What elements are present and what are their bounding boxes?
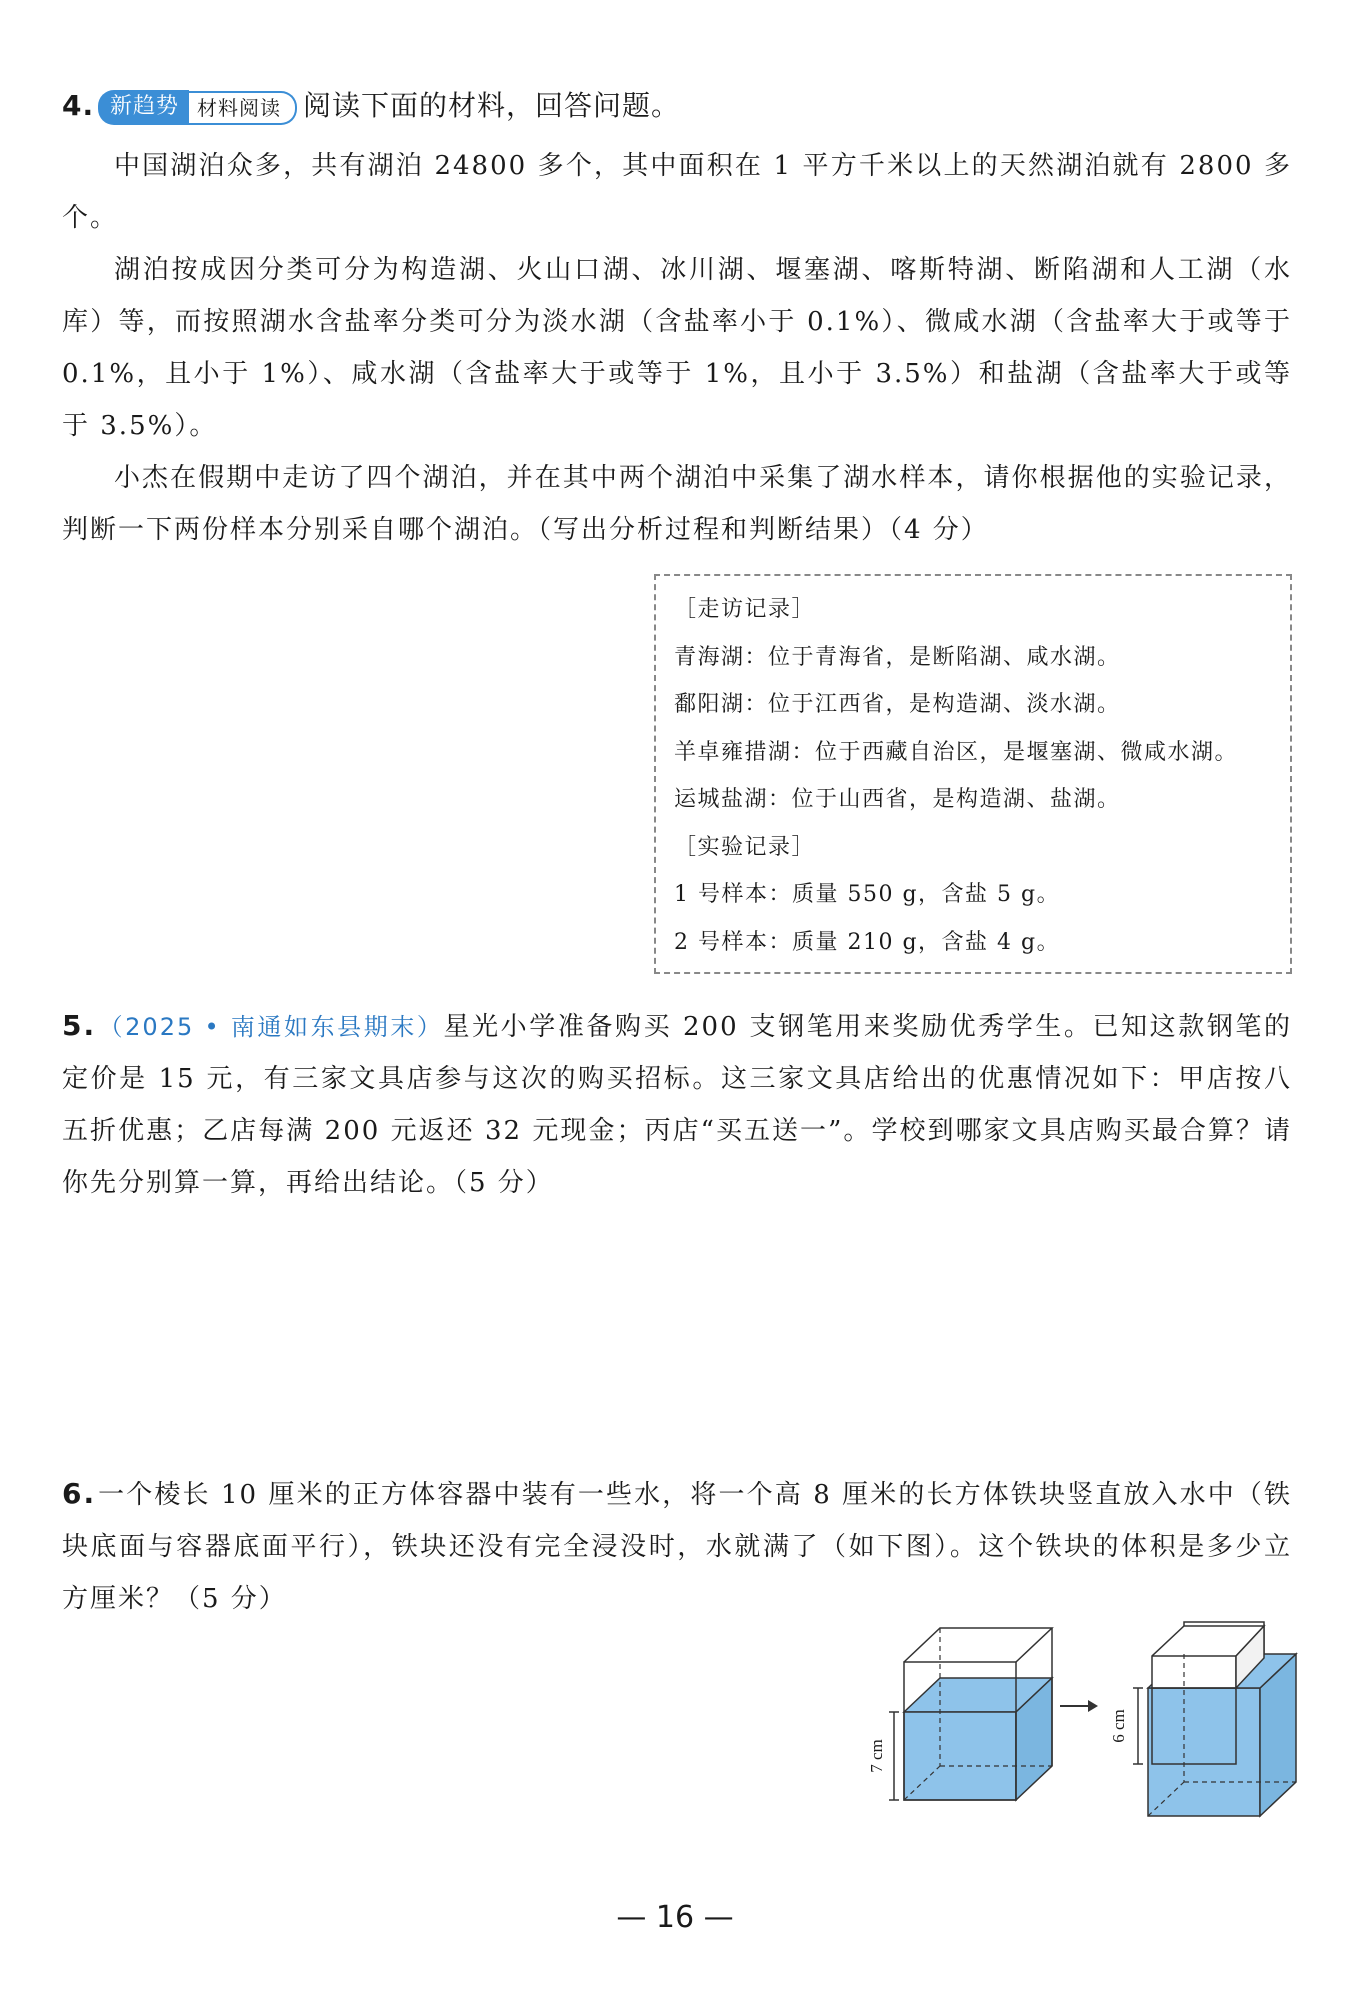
- record-line: 1 号样本：质量 550 g，含盐 5 g。: [674, 882, 1061, 907]
- record-line: 运城盐湖：位于山西省，是构造湖、盐湖。: [674, 787, 1121, 812]
- record-line: 2 号样本：质量 210 g，含盐 4 g。: [674, 929, 1061, 955]
- question-source: （2025 • 南通如东县期末）: [98, 1013, 444, 1041]
- record-line: 青海湖：位于青海省，是断陷湖、咸水湖。: [674, 644, 1121, 670]
- page-number: — 16 —: [616, 1900, 734, 1935]
- water-front-face: [904, 1712, 1016, 1800]
- question-5: [62, 1000, 1292, 1209]
- dimension-label-right: 6 cm: [1109, 1709, 1128, 1743]
- record-line: 羊卓雍措湖：位于西藏自治区，是堰塞湖、微咸水湖。: [674, 739, 1239, 765]
- water-front-face: [1148, 1688, 1260, 1816]
- question-number: 4.: [62, 89, 95, 122]
- question-6-body: 一个棱长 10 厘米的正方体容器中装有一些水，将一个高 8 厘米的长方体铁块竖直放入水中（铁块底面与容器底面平行），铁块还没有完全浸没时，水就满了（如下图）。这个铁块的体积是多少立方厘米？（5 分）: [62, 1480, 1292, 1614]
- question-number: 6.: [62, 1477, 97, 1510]
- record-box: [654, 574, 1292, 974]
- cube-container-figure: [867, 1624, 1304, 1834]
- badge-trend-label: 新趋势: [98, 90, 189, 125]
- container-top-edge: [904, 1628, 1052, 1662]
- dimension-label-left: 7 cm: [867, 1739, 886, 1773]
- paragraph-lake-classification: 湖泊按成因分类可分为构造湖、火山口湖、冰川湖、堰塞湖、喀斯特湖、断陷湖和人工湖（水库）等，而按照湖水含盐率分类可分为淡水湖（含盐率小于 0.1%）、微咸水湖（含盐率大于或等于 0.1%，且小于 1%）、咸水湖（含盐率大于或等于 1%，且小于 3.5%）和盐湖（含盐率大于或等于 3.5%）。: [62, 255, 1292, 441]
- left-container: [867, 1628, 1052, 1800]
- arrow-icon: [1060, 1700, 1098, 1712]
- record-line: 鄱阳湖：位于江西省，是构造湖、淡水湖。: [674, 692, 1121, 717]
- question-number: 5.: [62, 1009, 97, 1042]
- trend-badge: [98, 90, 297, 125]
- badge-type-label: 材料阅读: [189, 91, 297, 125]
- question-4: [62, 80, 1292, 556]
- question-5-body: 星光小学准备购买 200 支钢笔用来奖励优秀学生。已知这款钢笔的定价是 15 元，有三家文具店参与这次的购买招标。这三家文具店给出的优惠情况如下：甲店按八五折优惠；乙店每满 200 元返还 32 元现金；丙店“买五送一”。学校到哪家文具店购买最合算？请你先分别算一算，再给出结论。（5 分）: [62, 1012, 1292, 1198]
- question-prompt: 阅读下面的材料，回答问题。: [303, 89, 681, 122]
- record-line: ［实验记录］: [674, 834, 816, 860]
- record-line: ［走访记录］: [674, 597, 816, 622]
- question-6-text: [62, 1468, 1292, 1625]
- paragraph-lake-count: 中国湖泊众多，共有湖泊 24800 多个，其中面积在 1 平方千米以上的天然湖泊就有 2800 多个。: [62, 151, 1292, 233]
- right-container: [1109, 1622, 1296, 1816]
- question-4-header: [62, 80, 1292, 132]
- paragraph-task: 小杰在假期中走访了四个湖泊，并在其中两个湖泊中采集了湖水样本，请你根据他的实验记录，判断一下两份样本分别采自哪个湖泊。（写出分析过程和判断结果）（4 分）: [62, 463, 1292, 545]
- question-5-text: [62, 1000, 1292, 1209]
- question-6: [62, 1468, 1292, 1625]
